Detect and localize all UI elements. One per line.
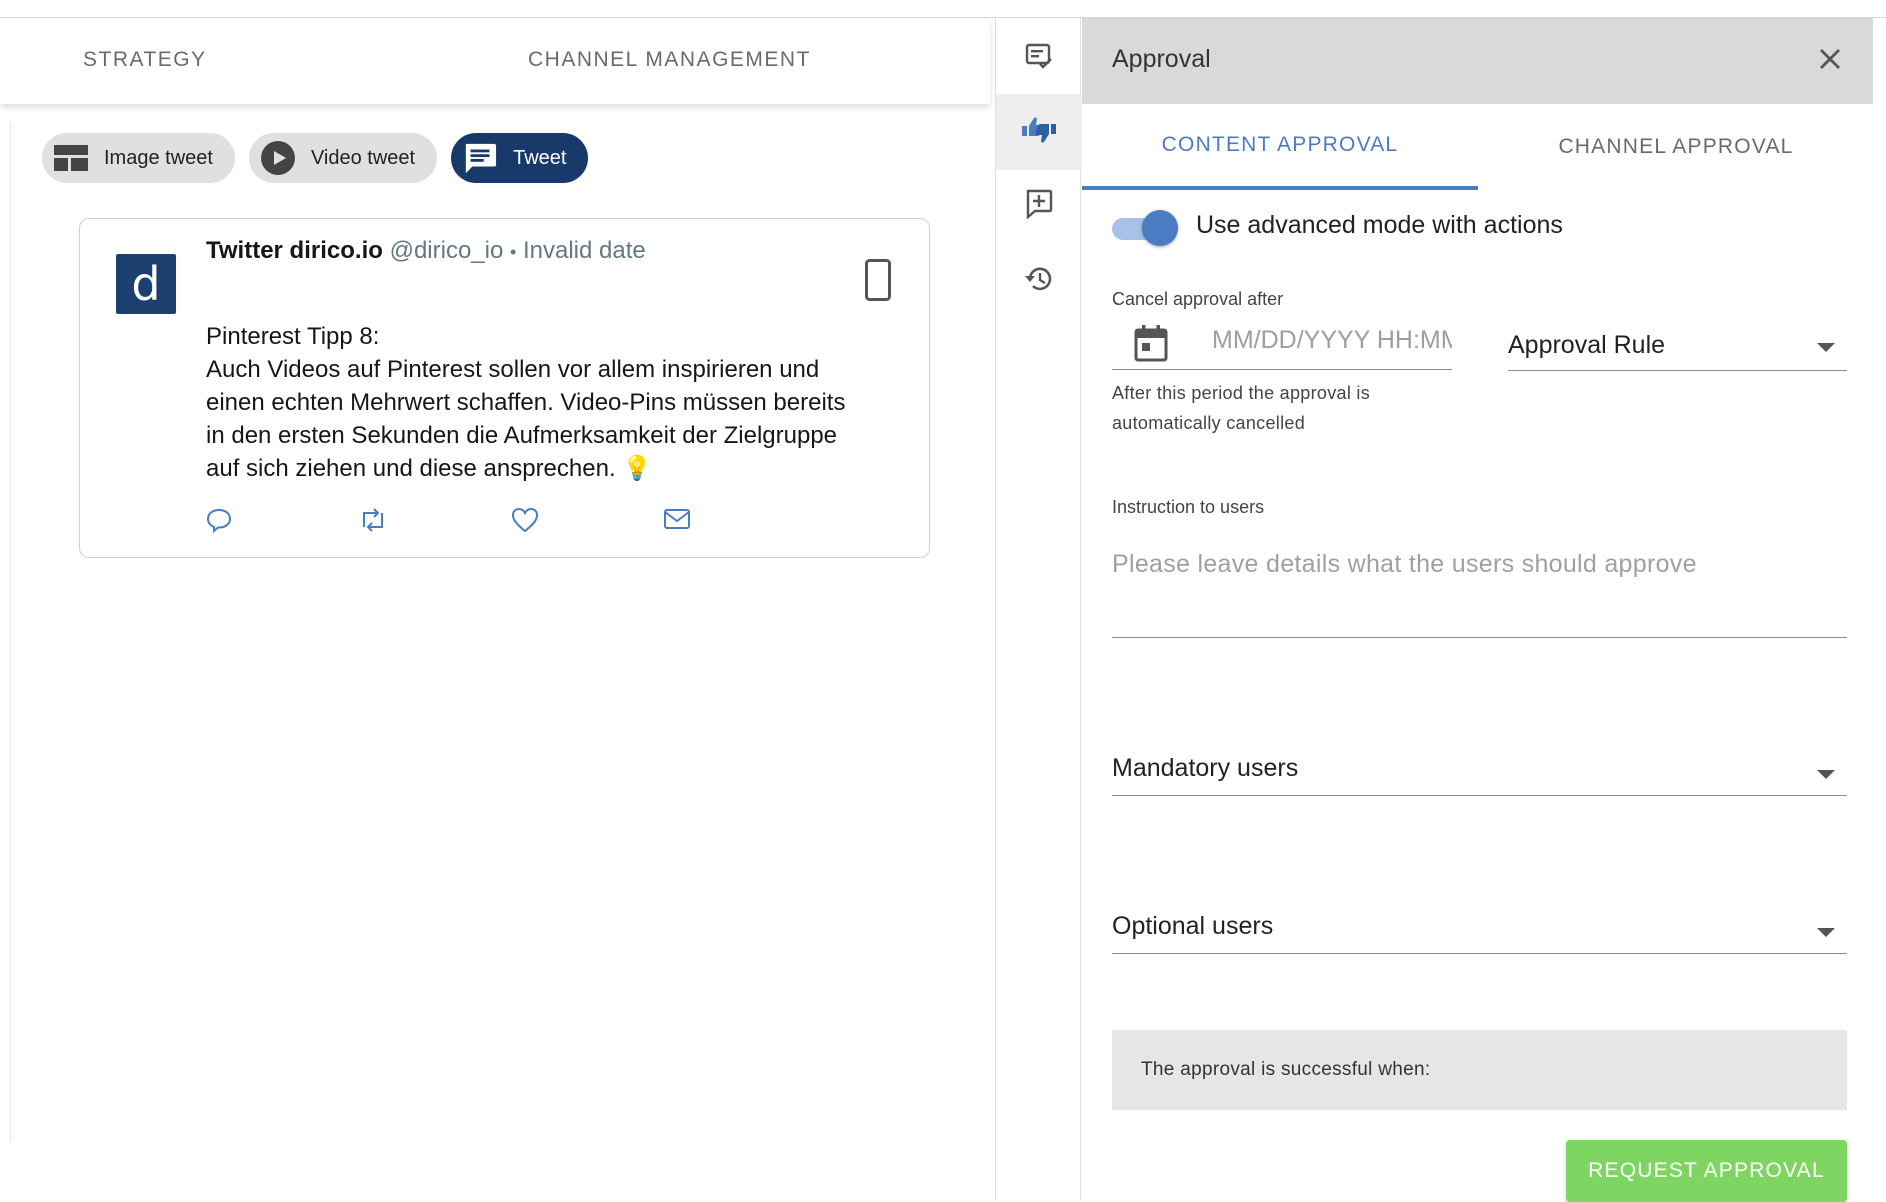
- tweet-date: Invalid date: [522, 237, 646, 264]
- chevron-down-icon: [1817, 343, 1835, 352]
- tweet-line: Auch Videos auf Pinterest sollen vor allem inspirieren und: [206, 356, 820, 383]
- chat-bubble-icon: [463, 141, 497, 175]
- chip-tweet[interactable]: [451, 133, 588, 183]
- tweet-actions: [206, 507, 726, 537]
- tweet-account-name: Twitter dirico.io: [206, 237, 383, 264]
- request-approval-button[interactable]: REQUEST APPROVAL: [1566, 1140, 1847, 1202]
- approval-thumbs-icon: [1020, 114, 1058, 151]
- rail-comment-button[interactable]: [996, 168, 1082, 244]
- panel-divider: [10, 122, 11, 1142]
- tweet-header: [206, 237, 646, 265]
- toggle-knob: [1142, 210, 1178, 246]
- cancel-date-input[interactable]: [1212, 326, 1452, 355]
- approval-rule-value: Approval Rule: [1508, 331, 1666, 359]
- chevron-down-icon: [1817, 928, 1835, 937]
- top-rule: [0, 0, 1886, 18]
- tweet-handle: @dirico_io: [389, 237, 504, 264]
- tab-strategy[interactable]: STRATEGY: [83, 48, 207, 71]
- top-navigation: [0, 18, 990, 104]
- add-comment-icon: [1025, 189, 1053, 224]
- success-criteria-box: [1112, 1030, 1847, 1110]
- instruction-placeholder: Please leave details what the users should approve: [1112, 550, 1697, 578]
- mandatory-users-label: Mandatory users: [1112, 754, 1299, 782]
- tweet-line: auf sich ziehen und diese ansprechen. 💡: [206, 455, 653, 482]
- tab-channel-approval[interactable]: CHANNEL APPROVAL: [1558, 135, 1794, 158]
- editor-panel: [0, 18, 995, 1200]
- rail-approval-button[interactable]: [996, 94, 1082, 170]
- panel-title: Approval: [1112, 45, 1211, 73]
- tweet-preview-card: [79, 218, 930, 558]
- helper-line: After this period the approval is: [1112, 383, 1371, 403]
- approval-rule-select[interactable]: [1508, 323, 1847, 371]
- rail-content-button[interactable]: [996, 20, 1082, 96]
- close-icon[interactable]: [1817, 46, 1843, 77]
- tweet-line: Pinterest Tipp 8:: [206, 323, 380, 350]
- optional-users-label: Optional users: [1112, 912, 1274, 940]
- optional-users-select[interactable]: [1112, 886, 1847, 954]
- avatar-letter: d: [131, 257, 161, 311]
- like-icon[interactable]: [511, 507, 539, 538]
- instruction-input[interactable]: [1112, 530, 1847, 638]
- tweet-body: [206, 320, 921, 485]
- tweet-separator: •: [510, 242, 517, 262]
- chip-video-tweet[interactable]: [249, 133, 437, 183]
- approval-panel: [1082, 18, 1873, 1200]
- chevron-down-icon: [1817, 770, 1835, 779]
- chip-label: Video tweet: [310, 146, 416, 169]
- post-type-chips: [42, 133, 588, 183]
- helper-line: automatically cancelled: [1112, 413, 1305, 433]
- mandatory-users-select[interactable]: [1112, 728, 1847, 796]
- mobile-preview-icon[interactable]: [865, 259, 891, 306]
- approval-header: [1082, 18, 1873, 104]
- calendar-icon[interactable]: [1134, 324, 1168, 367]
- rail-history-button[interactable]: [996, 243, 1082, 319]
- cancel-approval-label: Cancel approval after: [1112, 289, 1284, 309]
- image-layout-icon: [54, 141, 88, 175]
- tweet-line: in den ersten Sekunden die Aufmerksamkeit der Zielgruppe: [206, 422, 838, 449]
- message-icon[interactable]: [663, 507, 691, 536]
- tab-channel-management[interactable]: CHANNEL MANAGEMENT: [528, 48, 811, 71]
- content-checklist-icon: [1025, 43, 1053, 74]
- side-rail: [995, 18, 1081, 1200]
- cancel-date-field[interactable]: [1112, 318, 1452, 370]
- success-criteria-text: The approval is successful when:: [1141, 1059, 1431, 1080]
- reply-icon[interactable]: [206, 507, 232, 538]
- tab-content-approval[interactable]: CONTENT APPROVAL: [1082, 104, 1478, 190]
- instruction-label: Instruction to users: [1112, 497, 1265, 517]
- chip-label: Image tweet: [104, 146, 213, 169]
- advanced-mode-label: Use advanced mode with actions: [1196, 211, 1563, 239]
- avatar: [116, 254, 176, 314]
- chip-label: Tweet: [513, 146, 567, 169]
- history-icon: [1024, 265, 1054, 298]
- cancel-helper-text: [1112, 378, 1442, 438]
- play-circle-icon: [261, 141, 295, 175]
- chip-image-tweet[interactable]: [42, 133, 235, 183]
- retweet-icon[interactable]: [358, 507, 388, 538]
- approval-tabs: [1082, 104, 1873, 190]
- tweet-line: einen echten Mehrwert schaffen. Video-Pins müssen bereits: [206, 389, 846, 416]
- advanced-mode-toggle[interactable]: [1112, 208, 1176, 248]
